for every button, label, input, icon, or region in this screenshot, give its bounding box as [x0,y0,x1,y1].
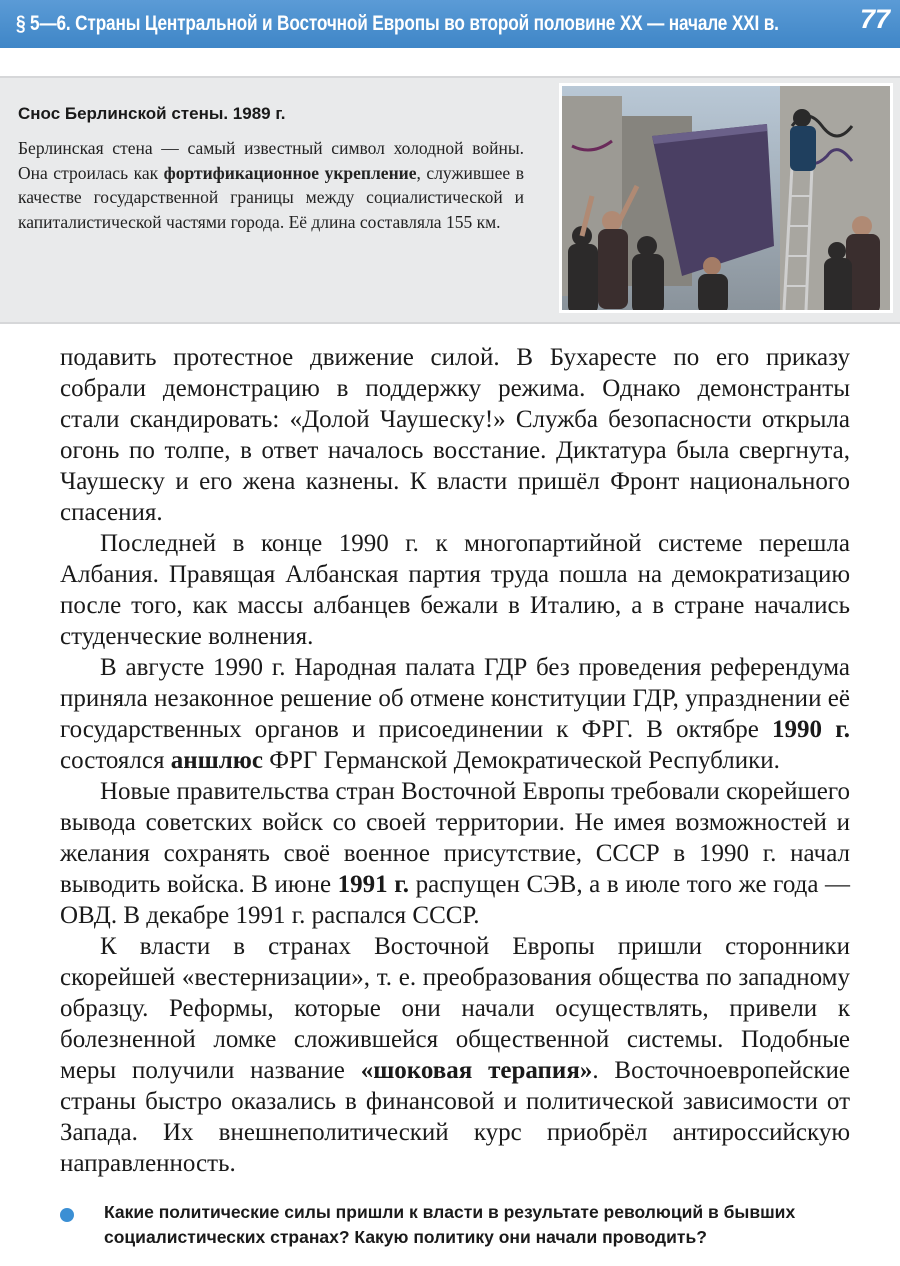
paragraph: подавить протестное движение силой. В Бухаресте по его приказу собрали демонстрацию в поддержку режима. Однако демонстранты стали скандировать: «Долой Чаушеску!» Служба безопасности открыла огонь по толпе, в ответ началось восстание. Диктатура была свергнута, Чаушеску и его жена казнены. К власти пришёл Фронт национального спасения. [60,344,850,526]
chapter-title: § 5—6. Страны Центральной и Восточной Европы во второй половине XX — начале XXI в. [16,12,779,35]
sidebar-caption-text: Берлинская стена — самый известный символ холодной войны. Она строилась как фортификационное укрепление, служившее в качестве государственной границы между социалистической и капиталистической частями города. Её длина составляла 155 км. [18,138,524,232]
page-number: 77 [859,4,890,34]
sidebar-caption-title: Снос Берлинской стены. 1989 г. [18,104,286,123]
question-bullet-icon [60,1208,74,1222]
berlin-wall-illustration [562,86,890,310]
paragraph: Новые правительства стран Восточной Европы требовали скорейшего вывода советских войск со своей территории. Не имея возможностей и желания сохранять своё военное присутствие, СССР в 1990 г. начал выводить войска. В июне 1991 г. распущен СЭВ, а в июле того же года — ОВД. В декабре 1991 г. распался СССР. [60,778,850,929]
main-text [60,342,850,1179]
berlin-wall-photo [559,83,893,313]
paragraph: К власти в странах Восточной Европы пришли сторонники скорейшей «вестернизации», т. е. преобразования общества по западному образцу. Реформы, которые они начали осуществлять, привели к болезненной ломке сложившейся общественной системы. Подобные меры получили название «шоковая терапия». Восточноевропейские страны быстро оказались в финансовой и политической зависимости от Запада. Их внешнеполитический курс приобрёл антироссийскую направленность. [60,933,850,1177]
review-question [60,1200,850,1250]
chapter-header [0,0,900,48]
question-text: Какие политические силы пришли к власти в результате революций в бывших социалистических странах? Какую политику они начали проводить? [104,1202,796,1247]
paragraph: В августе 1990 г. Народная палата ГДР без проведения референдума приняла незаконное решение об отмене конституции ГДР, упразднении её государственных органов и присоединении к ФРГ. В октябре 1990 г. состоялся аншлюс ФРГ Германской Демократической Республики. [60,654,850,774]
paragraph: Последней в конце 1990 г. к многопартийной системе перешла Албания. Правящая Албанская партия труда пошла на демократизацию после того, как массы албанцев бежали в Италию, а в стране начались студенческие волнения. [60,530,850,650]
